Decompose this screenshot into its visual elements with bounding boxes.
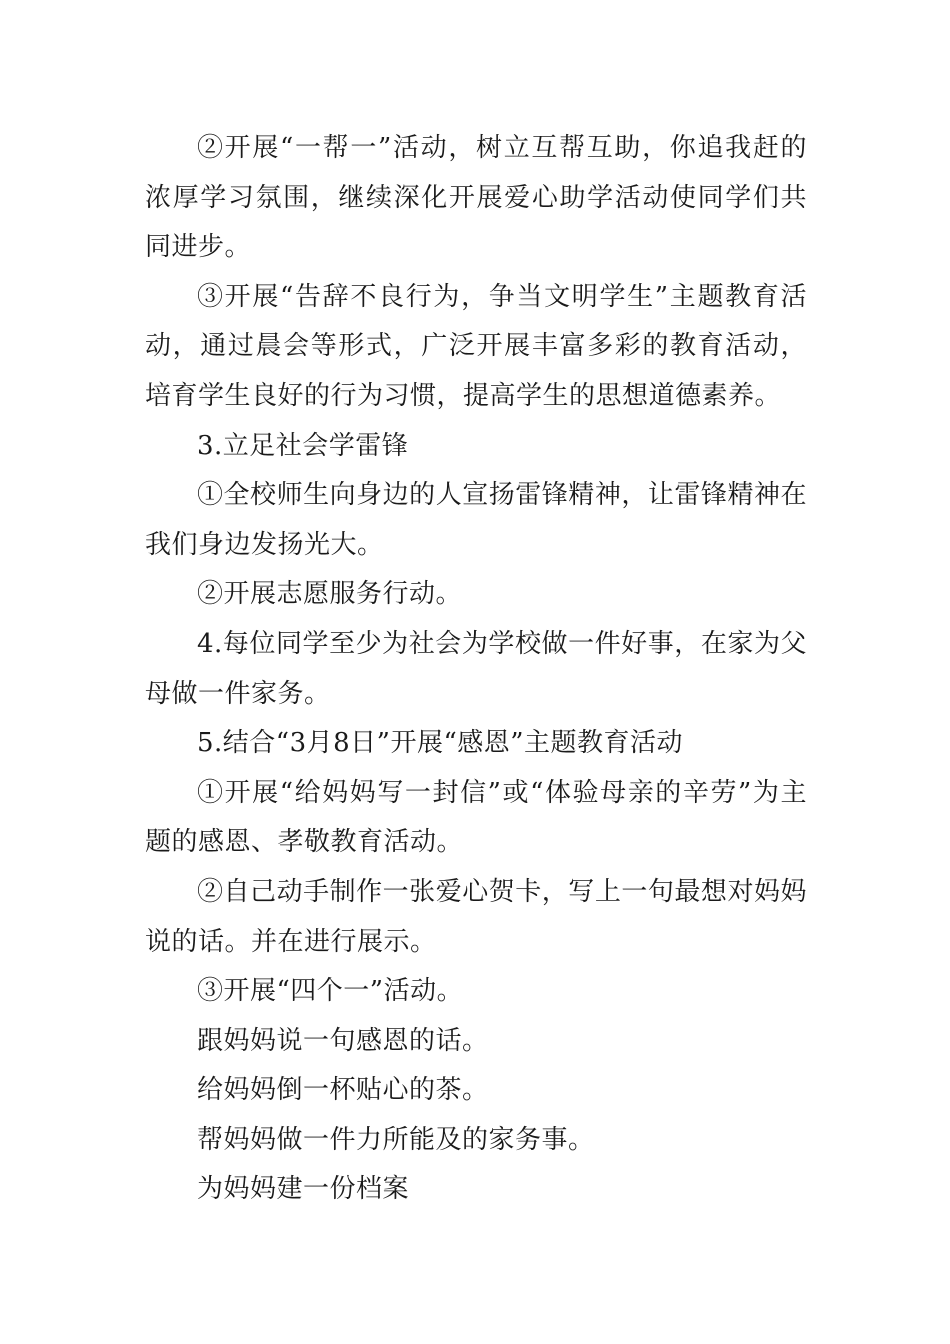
list-item-cup-of-tea: 给妈妈倒一杯贴心的茶。 <box>197 1075 489 1106</box>
paragraph-item-2-mutual-help: ②开展“一帮一”活动，树立互帮互助，你追我赶的浓厚学习氛围，继续深化开展爱心助学活动使同学们共同进步。 <box>145 133 807 263</box>
section-heading-5: 5.结合“3月8日”开展“感恩”主题教育活动 <box>197 728 684 759</box>
paragraph-item-2-greeting-card: ②自己动手制作一张爱心贺卡，写上一句最想对妈妈说的话。并在进行展示。 <box>145 876 807 957</box>
document-body <box>145 124 807 1215</box>
paragraph-item-2-volunteer: ②开展志愿服务行动。 <box>197 579 463 610</box>
paragraph-item-3-four-ones: ③开展“四个一”活动。 <box>197 976 464 1007</box>
section-heading-3: 3.立足社会学雷锋 <box>197 430 409 461</box>
list-item-housework: 帮妈妈做一件力所能及的家务事。 <box>197 1124 595 1155</box>
list-item-archive: 为妈妈建一份档案 <box>197 1174 410 1205</box>
paragraph-item-3-civility-education: ③开展“告辞不良行为，争当文明学生”主题教育活动，通过晨会等形式，广泛开展丰富多彩的教育活动，培育学生良好的行为习惯，提高学生的思想道德素养。 <box>145 281 807 411</box>
section-heading-4: 4.每位同学至少为社会为学校做一件好事，在家为父母做一件家务。 <box>145 628 807 709</box>
paragraph-item-1-letter-to-mom: ①开展“给妈妈写一封信”或“体验母亲的辛劳”为主题的感恩、孝敬教育活动。 <box>145 777 807 858</box>
list-item-thanks-words: 跟妈妈说一句感恩的话。 <box>197 1025 489 1056</box>
paragraph-item-1-leifeng-spirit: ①全校师生向身边的人宣扬雷锋精神，让雷锋精神在我们身边发扬光大。 <box>145 480 807 560</box>
